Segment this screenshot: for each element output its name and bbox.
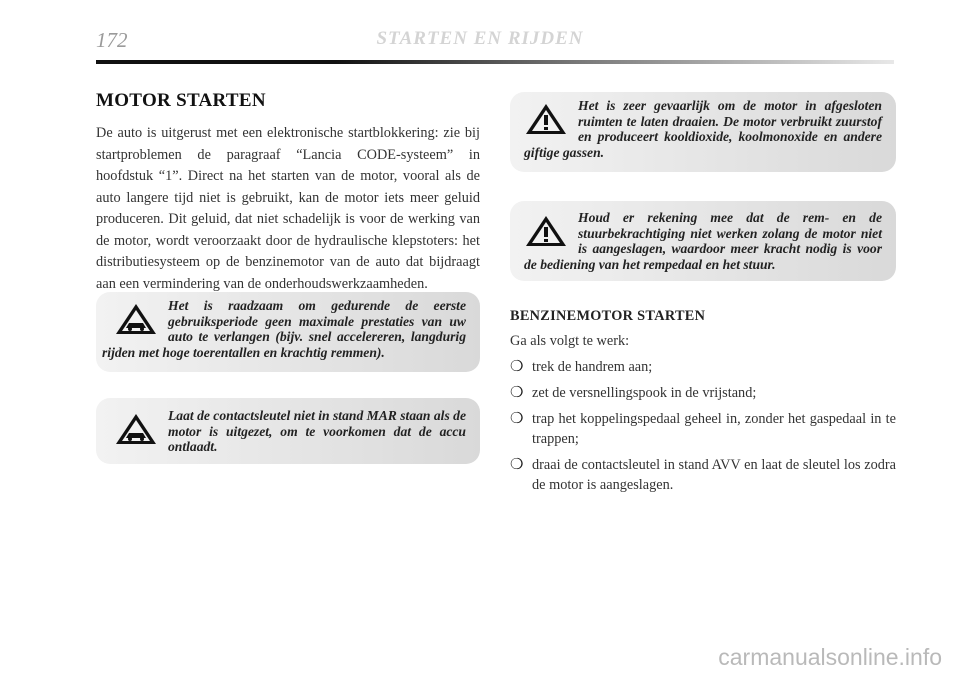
warning-text-enclosed-spaces: Het is zeer gevaarlijk om de motor in afgesloten ruimten te laten draaien. De motor verbruikt zuurstof en produceert kooldioxide, koolmonoxide en andere giftige gassen. [524,98,882,160]
list-item [510,357,896,377]
warning-box-enclosed-spaces [510,92,896,172]
step-text: trap het koppelingspedaal geheel in, zonder het gaspedaal in te trappen; [532,411,896,447]
step-text: trek de handrem aan; [532,359,653,375]
step-text: zet de versnellingspook in de vrijstand; [532,385,757,401]
exclamation-triangle-icon [524,214,568,248]
subsection-title: BENZINEMOTOR STARTEN [510,308,706,324]
note-box-break-in [96,292,480,372]
steps-intro: Ga als volgt te werk: [510,333,630,349]
list-item [510,409,896,449]
section-title: MOTOR STARTEN [96,90,266,111]
intro-paragraph: De auto is uitgerust met een elektronische startblokkering: zie bij startproblemen de paragraaf “Lancia CODE-systeem” in hoofdstuk “1”. Direct na het starten van de motor, vooral als de auto langere tijd niet is gebruikt, kan de motor iets meer geluid produceren. Dit geluid, dat niet schadelijk is voor de werking van de motor, wordt veroorzaakt door de hydraulische klepstoters: het distributiesysteem op de benzinemotor van de auto dat bijdraagt aan een vermindering van de onderhoudswerkzaamheden. [96,125,480,292]
warning-text-power-assist: Houd er rekening mee dat de rem- en de stuurbekrachtiging niet werken zolang de motor niet is aangeslagen, waardoor meer kracht nodig is voor de bediening van het rempedaal en het stuur. [524,210,882,272]
car-caution-triangle-icon [114,302,158,336]
exclamation-triangle-icon [524,102,568,136]
warning-box-power-assist [510,201,896,281]
list-item [510,383,896,403]
steps-list [510,357,896,501]
bullet-icon: ❍ [510,411,524,427]
car-caution-triangle-icon [114,412,158,446]
note-box-ignition-key [96,398,480,464]
step-text: draai de contactsleutel in stand AVV en laat de sleutel los zodra de motor is aangeslagen. [532,457,896,493]
note-text-ignition-key: Laat de contactsleutel niet in stand MAR staan als de motor is uitgezet, om te voorkomen dat de accu ontlaadt. [168,408,466,454]
bullet-icon: ❍ [510,385,524,401]
note-text-break-in: Het is raadzaam om gedurende de eerste gebruiksperiode geen maximale prestaties van uw auto te verlangen (bijv. snel accelereren, langdurig rijden met hoge toerentallen en krachtig remmen). [102,298,466,360]
footer-watermark: carmanualsonline.info [718,644,942,670]
running-head: STARTEN EN RIJDEN [376,28,584,49]
header-rule [96,60,894,64]
list-item [510,455,896,495]
page-number: 172 [96,28,128,52]
bullet-icon: ❍ [510,359,524,375]
bullet-icon: ❍ [510,457,524,473]
